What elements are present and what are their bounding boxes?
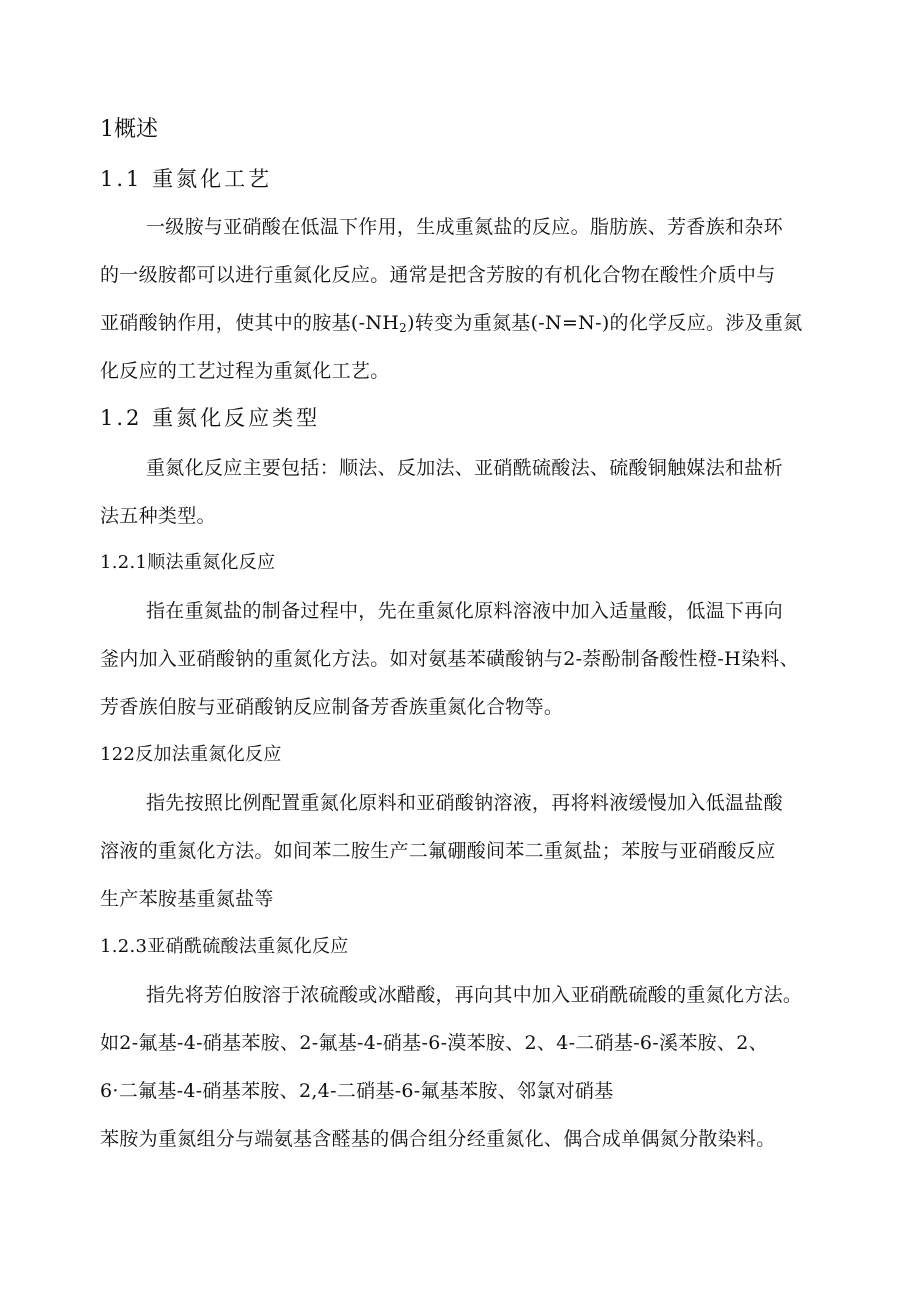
paragraph-line: 溶液的重氮化方法。如间苯二胺生产二氟硼酸间苯二重氮盐；苯胺与亚硝酸反应 (100, 840, 776, 862)
paragraph-line: 指先将芳伯胺溶于浓硫酸或冰醋酸，再向其中加入亚硝酰硫酸的重氮化方法。 (146, 984, 803, 1006)
paragraph-line: 釜内加入亚硝酸钠的重氮化方法。如对氨基苯磺酸钠与2-萘酚制备酸性橙-H染料、 (100, 648, 799, 670)
subscript-text: 2 (399, 321, 408, 335)
paragraph-line: 法五种类型。 (100, 505, 216, 527)
paragraph-line: 化反应的工艺过程为重氮化工艺。 (100, 360, 390, 382)
paragraph-line: 重氮化反应主要包括：顺法、反加法、亚硝酰硫酸法、硫酸铜触媒法和盐析 (146, 457, 783, 479)
section-heading-1-1: 1.1 重氮化工艺 (100, 167, 273, 191)
paragraph-line: 6·二氟基-4-硝基苯胺、2,4-二硝基-6-氟基苯胺、邻氯对硝基 (100, 1080, 614, 1102)
paragraph-line: 生产苯胺基重氮盐等 (100, 888, 274, 910)
section-heading-1-2-2: 122反加法重氮化反应 (100, 744, 282, 765)
paragraph-line: 苯胺为重氮组分与端氨基含醛基的偶合组分经重氮化、偶合成单偶氮分散染料。 (100, 1128, 776, 1150)
page-title: 1概述 (100, 117, 158, 142)
paragraph-text: 亚硝酸钠作用，使其中的胺基(-NH (100, 312, 400, 334)
paragraph-line: 指先按照比例配置重氮化原料和亚硝酸钠溶液，再将料液缓慢加入低温盐酸 (146, 792, 783, 814)
paragraph-line (100, 311, 803, 335)
paragraph-line: 指在重氮盐的制备过程中，先在重氮化原料溶液中加入适量酸，低温下再向 (146, 600, 783, 622)
paragraph-line: 如2-氟基-4-硝基苯胺、2-氟基-4-硝基-6-漠苯胺、2、4-二硝基-6-溪苯胺、2、 (100, 1032, 768, 1054)
paragraph-line: 芳香族伯胺与亚硝酸钠反应制备芳香族重氮化合物等。 (100, 696, 564, 718)
paragraph-line: 的一级胺都可以进行重氮化反应。通常是把含芳胺的有机化合物在酸性介质中与 (100, 264, 776, 286)
paragraph-text: )转变为重氮基(-N=N-)的化学反应。涉及重氮 (407, 312, 803, 334)
section-heading-1-2: 1.2 重氮化反应类型 (100, 406, 321, 430)
section-heading-1-2-3: 1.2.3亚硝酰硫酸法重氮化反应 (100, 936, 349, 957)
section-heading-1-2-1: 1.2.1顺法重氮化反应 (100, 552, 276, 573)
paragraph-line: 一级胺与亚硝酸在低温下作用，生成重氮盐的反应。脂肪族、芳香族和杂环 (146, 216, 783, 238)
